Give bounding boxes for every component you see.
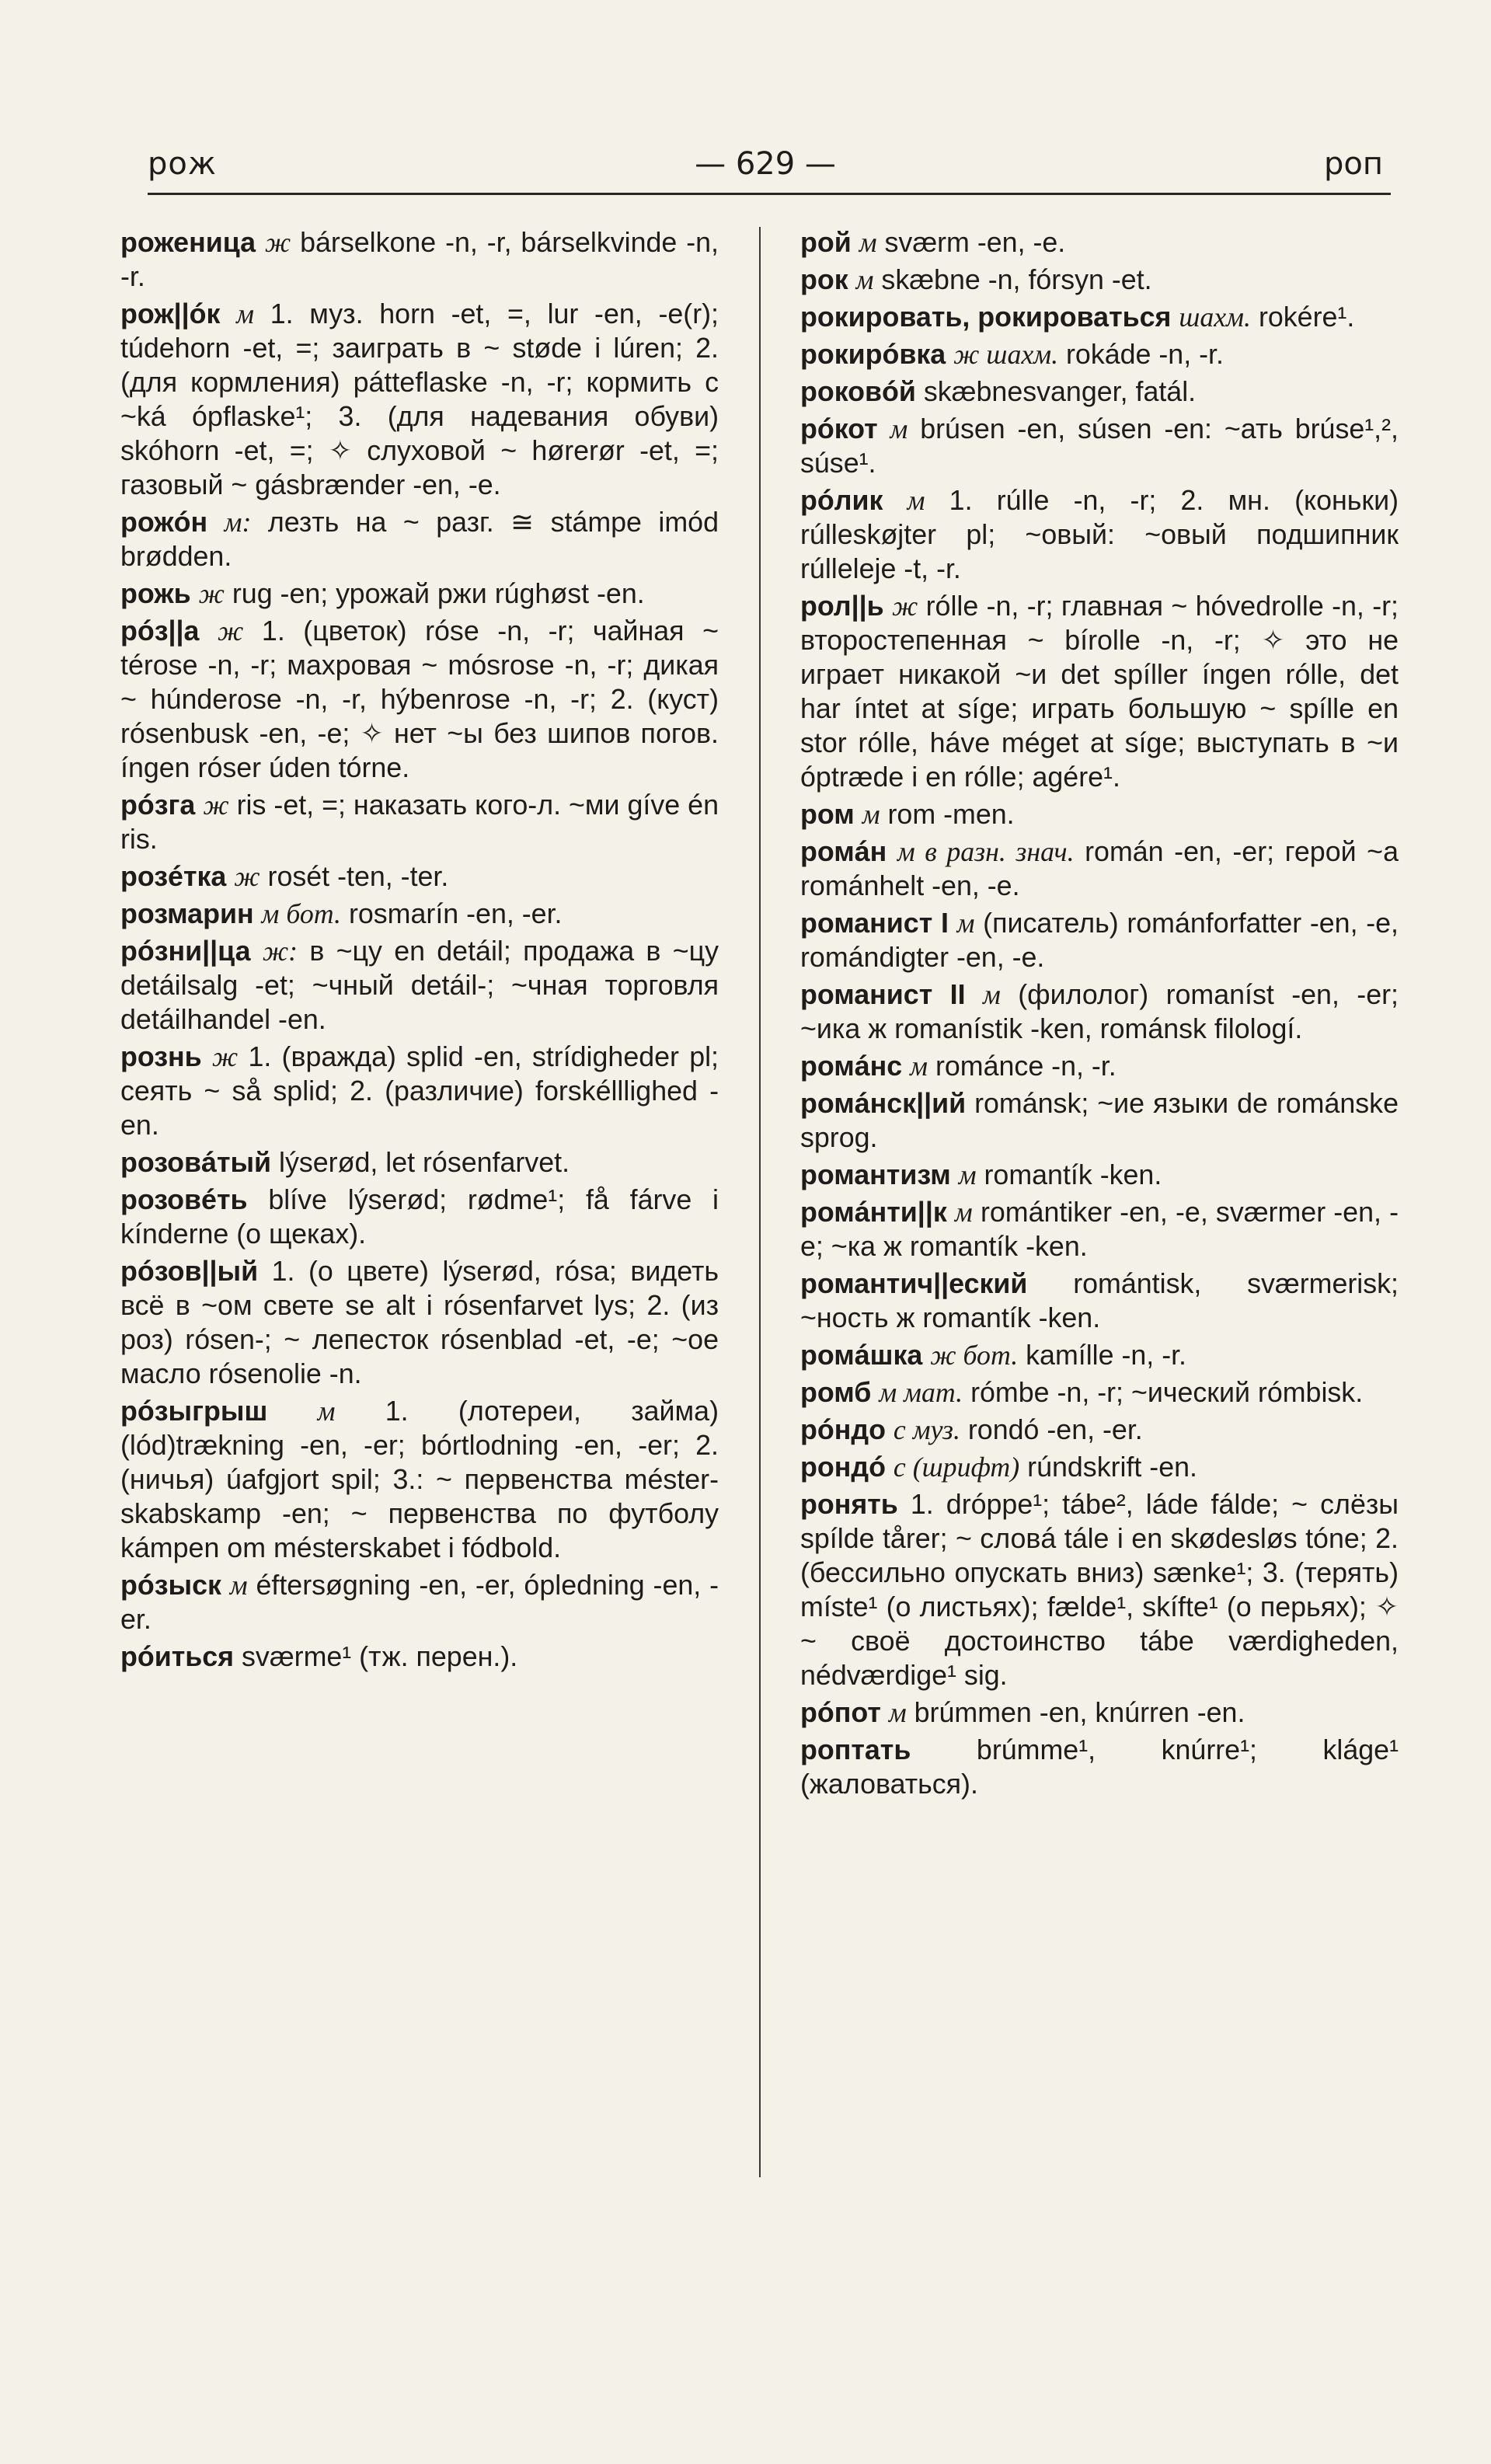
entry-grammar-label: ж шахм. <box>953 339 1059 370</box>
entry-headword: романтизм <box>800 1159 951 1190</box>
entry-headword: ромáнск||ий <box>800 1088 967 1119</box>
entry-translation: kamílle -n, -r. <box>1026 1340 1187 1371</box>
entry-grammar-label: ж: <box>262 936 298 967</box>
dictionary-entry <box>800 1413 1399 1447</box>
entry-translation: román -en, -er; герой ~а románhelt -en, -e. <box>800 836 1399 901</box>
dictionary-entry <box>800 1733 1399 1801</box>
entry-headword: рок <box>800 264 848 295</box>
left-column <box>120 225 719 1677</box>
entry-grammar-label: м мат. <box>879 1377 963 1408</box>
entry-translation: skæbne -n, fórsyn -et. <box>881 264 1152 295</box>
entry-grammar-label: ж бот. <box>930 1340 1019 1371</box>
entry-translation: 1. (вражда) splid -en, strídigheder pl; сеять ~ så splid; 2. (различие) forskélllighed -en. <box>120 1041 719 1141</box>
entry-grammar-label: ж <box>264 227 291 258</box>
entry-headword: рóзыгрыш <box>120 1396 268 1427</box>
dictionary-entry <box>120 225 719 294</box>
entry-headword: ромáнти||к <box>800 1197 947 1228</box>
dictionary-entry <box>120 1254 719 1391</box>
entry-translation: bárselkone -n, -r, bárselkvinde -n, -r. <box>120 227 719 292</box>
entry-headword: рол||ь <box>800 591 884 622</box>
entry-headword: ромб <box>800 1377 872 1408</box>
dictionary-entry <box>800 225 1399 260</box>
dictionary-entry <box>800 263 1399 297</box>
entry-translation: brúmme¹, knúrre¹; kláge¹ (жаловаться). <box>800 1734 1399 1800</box>
entry-translation: rúndskrift -en. <box>1027 1452 1197 1483</box>
column-divider <box>759 227 761 2177</box>
dictionary-entry <box>800 1487 1399 1692</box>
entry-grammar-label: м бот. <box>261 898 341 929</box>
entry-translation: 1. dróppe¹; tábe², láde fálde; ~ слёзы spílde tårer; ~ словá tále i en skødesløs tóne; 2. (бессильно опускать вниз) sænke¹; 3. (терять) míste¹ (о листьях); fælde¹, skífte¹ (о перьях); ✧ ~ своё достоинство tábe værdigheden, nédværdige¹ sig. <box>800 1489 1399 1691</box>
dictionary-entry <box>120 934 719 1037</box>
entry-grammar-label: м <box>859 227 877 258</box>
dictionary-entry <box>800 906 1399 974</box>
entry-translation: rosmarín -en, -er. <box>348 898 563 929</box>
entry-translation: (филолог) romaníst -en, -er; ~ика ж romanístik -ken, románsk filologí. <box>800 979 1399 1044</box>
entry-translation: éftersøgning -en, -er, ópledning -en, -er. <box>120 1570 719 1635</box>
entry-translation: románce -n, -r. <box>935 1051 1117 1082</box>
entry-translation: rólle -n, -r; главная ~ hóvedrolle -n, -r; второстепенная ~ bírolle -n, -r; ✧ это не играет никакой ~и det spíller íngen rólle, det har íntet at síge; играть большую ~ spílle en stor rólle, háve méget at síge; выступать в ~и óptræde i en rólle; agére¹. <box>800 591 1399 793</box>
entry-grammar-label: м в разн. знач. <box>897 836 1075 867</box>
entry-translation: brúmmen -en, knúrren -en. <box>914 1697 1245 1728</box>
entry-translation: лезть на ~ разг. ≅ stámpe imód brødden. <box>120 507 719 572</box>
entry-grammar-label: ж <box>203 789 229 821</box>
entry-grammar-label: м <box>229 1570 248 1601</box>
entry-headword: роковóй <box>800 376 916 407</box>
dictionary-entry <box>800 1195 1399 1263</box>
entry-translation: 1. (лотереи, займа) (lód)trækning -en, -er; bórtlodning -en, -er; 2. (ничья) úafgjort spil; 3.: ~ первенства méster-skabskamp -en; ~ первенства по футболу kámpen om mésterskabet i fódbold. <box>120 1396 719 1563</box>
entry-headword: розовáтый <box>120 1147 272 1178</box>
entry-translation: 1. муз. horn -et, =, lur -en, -e(r); túdehorn -et, =; заиграть в ~ støde i lúren; 2. (для кормления) pátteflaske -n, -r; кормить с ~ká ópflaske¹; 3. (для надевания обуви) skóhorn -et, =; ✧ слуховой ~ hørerør -et, =; газовый ~ gásbrænder -en, -e. <box>120 298 719 500</box>
dictionary-entry <box>800 483 1399 586</box>
entry-headword: рóпот <box>800 1697 881 1728</box>
entry-headword: романист I <box>800 908 949 939</box>
entry-translation: skæbnesvanger, fatál. <box>923 376 1197 407</box>
dictionary-entry <box>800 1696 1399 1730</box>
entry-headword: роженица <box>120 227 256 258</box>
entry-headword: романтич||еский <box>800 1268 1028 1299</box>
entry-headword: ронять <box>800 1489 898 1520</box>
entry-translation: rosét -ten, -ter. <box>267 861 449 892</box>
dictionary-entry <box>800 300 1399 334</box>
entry-grammar-label: м <box>910 1051 928 1082</box>
entry-headword: романист II <box>800 979 966 1010</box>
entry-grammar-label: с (шрифт) <box>893 1452 1020 1483</box>
entry-headword: рокирóвка <box>800 339 946 370</box>
entry-headword: рóлик <box>800 485 883 516</box>
entry-headword: розéтка <box>120 861 227 892</box>
entry-translation: románsk; ~ие языки de románske sprog. <box>800 1088 1399 1153</box>
entry-translation: в ~цу en detáil; продажа в ~цу detáilsalg -et; ~чный detáil-; ~чная торговля detáilhandel -en. <box>120 936 719 1035</box>
entry-grammar-label: м <box>954 1197 973 1228</box>
entry-translation: romantík -ken. <box>984 1159 1162 1190</box>
entry-grammar-label: ж <box>218 615 244 646</box>
entry-headword: рóкот <box>800 413 878 444</box>
entry-headword: рой <box>800 227 852 258</box>
dictionary-entry <box>800 978 1399 1046</box>
entry-translation: lýserød, let rósenfarvet. <box>279 1147 570 1178</box>
entry-headword: рóз||а <box>120 615 200 646</box>
entry-translation: blíve lýserød; rødme¹; få fárve i kínderne (о щеках). <box>120 1184 719 1249</box>
entry-grammar-label: м <box>317 1396 336 1427</box>
dictionary-entry <box>120 1568 719 1636</box>
entry-grammar-label: м <box>958 1159 977 1190</box>
entry-grammar-label: ж <box>211 1041 239 1072</box>
dictionary-entry <box>120 1145 719 1180</box>
dictionary-entry <box>800 1375 1399 1410</box>
entry-headword: рондó <box>800 1452 886 1483</box>
entry-grammar-label: м <box>888 1697 907 1728</box>
entry-headword: рожь <box>120 578 191 609</box>
dictionary-entry <box>120 614 719 785</box>
entry-translation: rómbe -n, -r; ~ический rómbisk. <box>970 1377 1364 1408</box>
entry-grammar-label: м <box>855 264 874 295</box>
entry-translation: sværm -en, -e. <box>884 227 1066 258</box>
dictionary-entry <box>120 505 719 573</box>
entry-headword: рóзов||ый <box>120 1256 259 1287</box>
dictionary-entry <box>120 897 719 931</box>
entry-headword: рóиться <box>120 1641 235 1672</box>
dictionary-entry <box>120 859 719 894</box>
right-column <box>800 225 1399 1804</box>
entry-grammar-label: м <box>236 298 255 329</box>
page-number: — 629 — <box>695 146 836 182</box>
entry-headword: рожóн <box>120 507 208 538</box>
dictionary-entry <box>800 589 1399 794</box>
entry-translation: brúsen -en, súsen -en: ~ать brúse¹,², súse¹. <box>800 413 1399 479</box>
dictionary-entry <box>800 1086 1399 1155</box>
entry-headword: ромáнс <box>800 1051 903 1082</box>
dictionary-entry <box>120 1394 719 1565</box>
dictionary-entry <box>120 577 719 611</box>
entry-translation: 1. (о цвете) lýserød, rósa; видеть всё в ~ом свете se alt i rósenfarvet lys; 2. (из роз) rósen-; ~ лепесток rósenblad -et, -e; ~ое масло rósenolie -n. <box>120 1256 719 1389</box>
dictionary-entry <box>800 375 1399 409</box>
entry-translation: ris -et, =; наказать кого-л. ~ми gíve én ris. <box>120 789 719 855</box>
entry-headword: рóзни||ца <box>120 936 251 967</box>
entry-translation: rokére¹. <box>1258 301 1355 333</box>
dictionary-entry <box>120 297 719 502</box>
dictionary-entry <box>800 1267 1399 1335</box>
header-rule <box>148 193 1391 195</box>
entry-headword: рóндо <box>800 1414 886 1445</box>
entry-grammar-label: м: <box>224 507 252 538</box>
entry-grammar-label: м <box>956 908 975 939</box>
dictionary-entry <box>800 1158 1399 1192</box>
dictionary-entry <box>120 1040 719 1142</box>
entry-translation: rokáde -n, -r. <box>1065 339 1224 370</box>
dictionary-entry <box>120 1183 719 1251</box>
entry-grammar-label: м <box>862 799 880 830</box>
entry-headword: ром <box>800 799 855 830</box>
dictionary-entry <box>800 797 1399 831</box>
dictionary-entry <box>800 337 1399 371</box>
dictionary-entry <box>120 1640 719 1674</box>
dictionary-entry <box>800 1450 1399 1484</box>
entry-headword: роптать <box>800 1734 911 1765</box>
entry-headword: рóзыск <box>120 1570 221 1601</box>
dictionary-entry <box>800 835 1399 903</box>
dictionary-entry <box>800 412 1399 480</box>
entry-grammar-label: с муз. <box>893 1414 960 1445</box>
dictionary-entry <box>800 1049 1399 1083</box>
entry-grammar-label: шахм. <box>1179 301 1251 333</box>
entry-grammar-label: м <box>982 979 1001 1010</box>
entry-grammar-label: ж <box>891 591 918 622</box>
dictionary-entry <box>800 1338 1399 1372</box>
page-header <box>148 146 1383 193</box>
entry-translation: 1. (цветок) róse -n, -r; чайная ~ térose -n, -r; махровая ~ mósrose -n, -r; дикая ~ húnderose -n, -r, hýbenrose -n, -r; 2. (куст) rósenbusk -en, -e; ✧ нет ~ы без шипов погов. íngen róser úden tórne. <box>120 615 719 783</box>
entry-grammar-label: ж <box>198 578 225 609</box>
entry-translation: (писатель) románforfatter -en, -e, romándigter -en, -e. <box>800 908 1399 973</box>
entry-translation: rom -men. <box>887 799 1015 830</box>
entry-grammar-label: ж <box>234 861 260 892</box>
entry-headword: розовéть <box>120 1184 248 1215</box>
entry-headword: ромáн <box>800 836 887 867</box>
entry-headword: рокировать, рокироваться <box>800 301 1172 333</box>
entry-translation: sværme¹ (тж. перен.). <box>242 1641 518 1672</box>
entry-translation: romántiker -en, -e, sværmer -en, -e; ~ка ж romantík -ken. <box>800 1197 1399 1262</box>
entry-headword: ромáшка <box>800 1340 923 1371</box>
entry-headword: рóзга <box>120 789 196 821</box>
entry-translation: rondó -en, -er. <box>967 1414 1143 1445</box>
entry-translation: 1. rúlle -n, -r; 2. мн. (коньки) rúlleskøjter pl; ~овый: ~овый подшипник rúlleleje -t, -r. <box>800 485 1399 584</box>
dictionary-entry <box>120 788 719 856</box>
entry-grammar-label: м <box>907 485 925 516</box>
entry-translation: romántisk, sværmerisk; ~ность ж romantík -ken. <box>800 1268 1399 1333</box>
header-left-guideword: рож <box>148 146 217 182</box>
entry-headword: рож||óк <box>120 298 221 329</box>
entry-grammar-label: м <box>890 413 908 444</box>
entry-headword: розмарин <box>120 898 254 929</box>
entry-translation: rug -en; урожай ржи rúghøst -en. <box>232 578 645 609</box>
entry-headword: рознь <box>120 1041 202 1072</box>
header-right-guideword: роп <box>1323 146 1383 182</box>
